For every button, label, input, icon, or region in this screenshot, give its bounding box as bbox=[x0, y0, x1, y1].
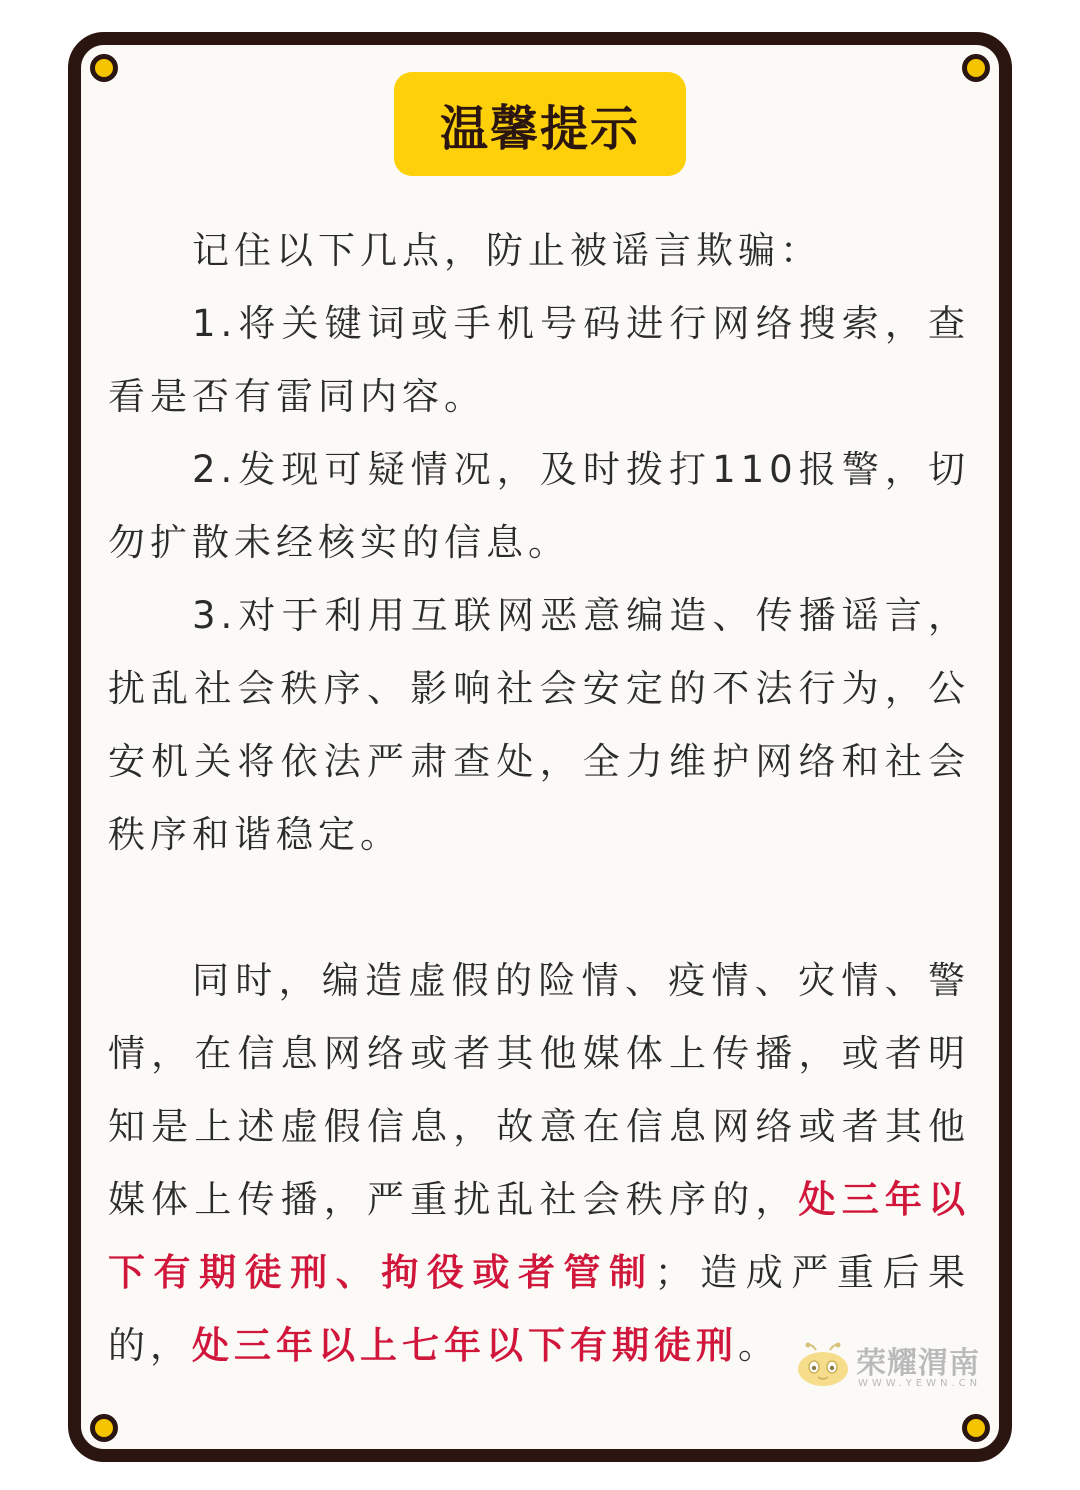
intro-text: 记住以下几点，防止被谣言欺骗： bbox=[192, 229, 822, 272]
watermark-url: WWW.YEWN.CN bbox=[858, 1378, 982, 1389]
tip-item: 3.对于利用互联网恶意编造、传播谣言，扰乱社会秩序、影响社会安定的不法行为，公安机关将依法严肃查处，全力维护网络和社会秩序和谐稳定。 bbox=[108, 594, 970, 856]
watermark-logo bbox=[796, 1338, 990, 1396]
screw-icon bbox=[90, 54, 118, 82]
paragraph-spacer bbox=[108, 871, 970, 944]
screw-icon bbox=[962, 1414, 990, 1442]
screw-icon bbox=[90, 1414, 118, 1442]
penalty-text: 处三年以下有期徒刑、拘役或者管制 bbox=[108, 1178, 971, 1294]
page-title: 温馨提示 bbox=[439, 100, 640, 157]
bee-mascot-icon bbox=[796, 1342, 850, 1388]
title-badge bbox=[394, 72, 686, 176]
warning-text: ；造成严重后果的， bbox=[108, 1251, 971, 1367]
notice-content bbox=[108, 214, 970, 1382]
legal-warning bbox=[108, 944, 970, 1382]
warning-text: 。 bbox=[738, 1324, 780, 1367]
tip-item: 1.将关键词或手机号码进行网络搜索，查看是否有雷同内容。 bbox=[108, 302, 970, 418]
warning-text: 同时，编造虚假的险情、疫情、灾情、警情，在信息网络或者其他媒体上传播，或者明知是上述虚假信息，故意在信息网络或者其他媒体上传播，严重扰乱社会秩序的， bbox=[108, 959, 970, 1221]
screw-icon bbox=[962, 54, 990, 82]
tip-item: 2.发现可疑情况，及时拨打110报警，切勿扩散未经核实的信息。 bbox=[108, 448, 970, 564]
penalty-text: 处三年以上七年以下有期徒刑 bbox=[192, 1324, 738, 1367]
watermark-name: 荣耀渭南 bbox=[856, 1346, 980, 1381]
